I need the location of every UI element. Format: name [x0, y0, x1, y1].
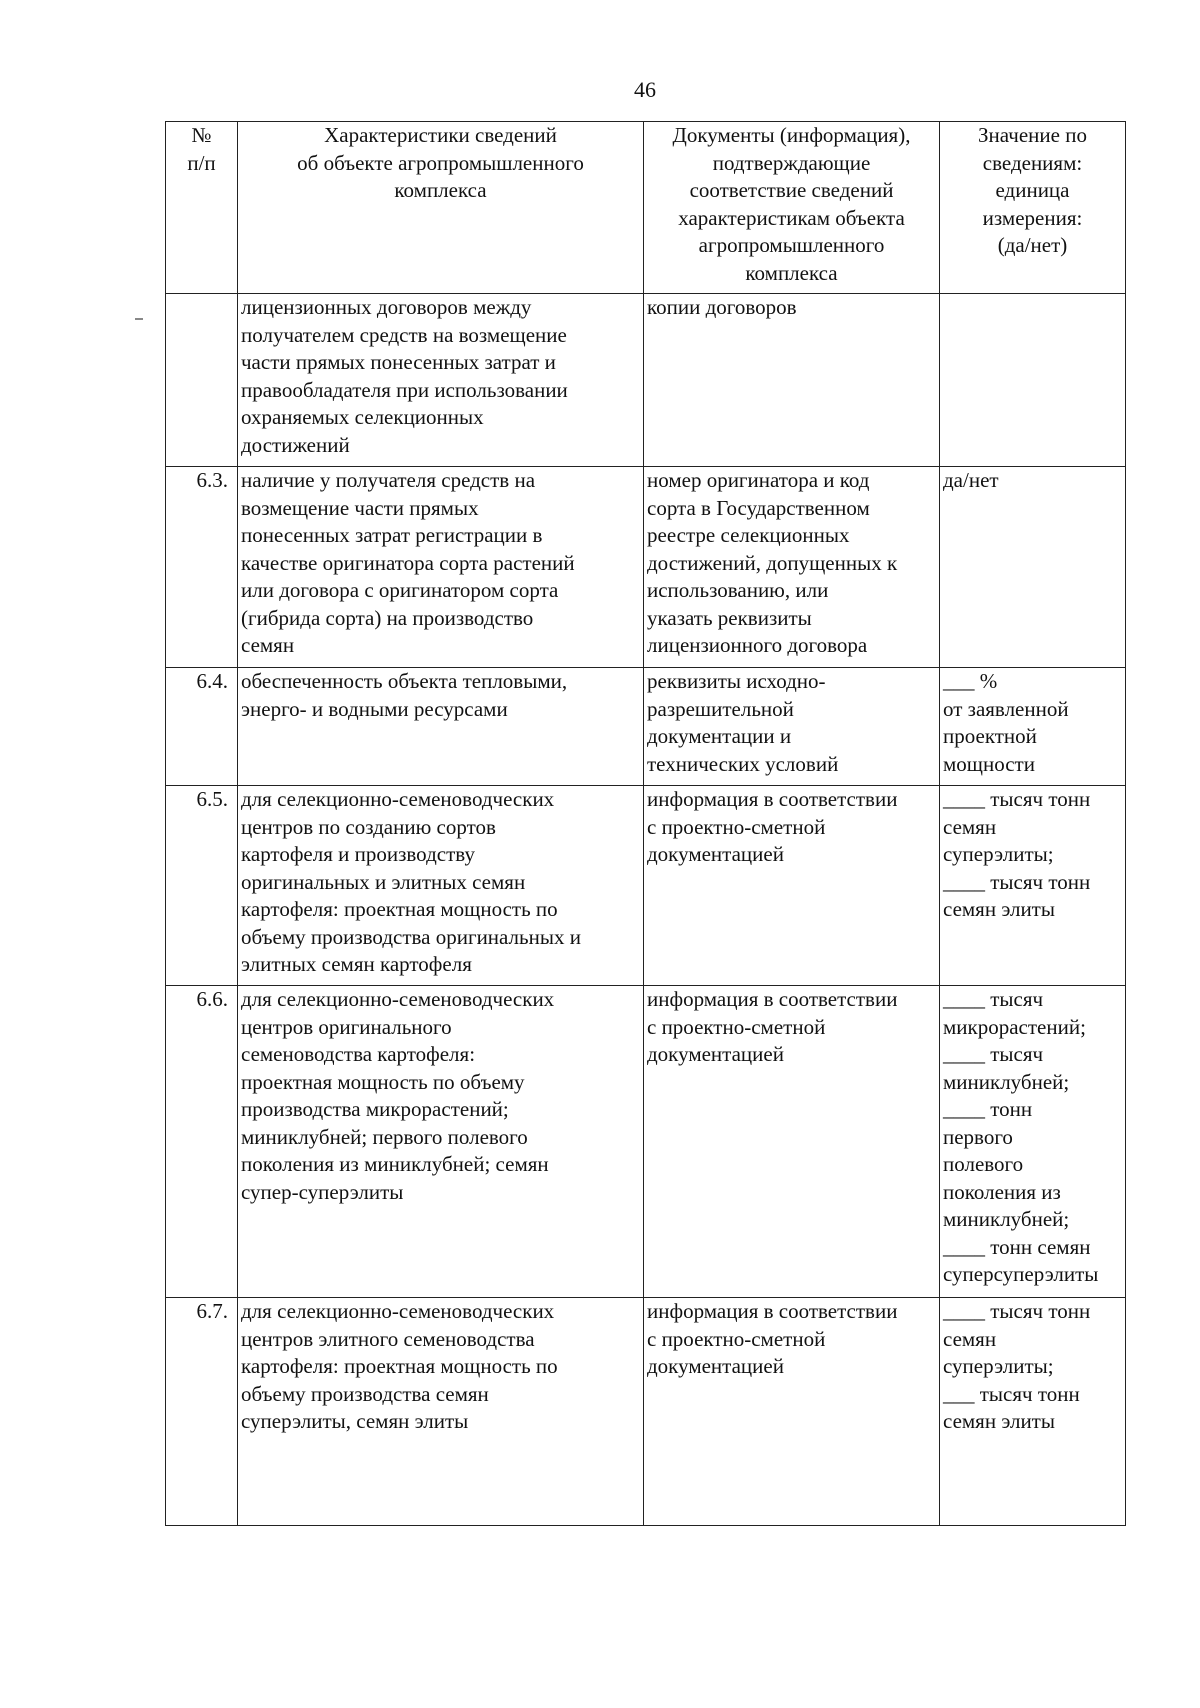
row-value [940, 294, 1126, 467]
page-number: 46 [634, 77, 656, 102]
row-number: 6.7. [166, 1298, 238, 1526]
table-row [166, 294, 1126, 467]
row-value: ___ % от заявленной проектной мощности [940, 668, 1126, 786]
requirements-table [165, 121, 1126, 1526]
row-number [166, 294, 238, 467]
row-documents: информация в соответствии с проектно-сметной документацией [644, 986, 940, 1298]
row-documents: информация в соответствии с проектно-сметной документацией [644, 1298, 940, 1526]
row-characteristic: обеспеченность объекта тепловыми, энерго- и водными ресурсами [238, 668, 644, 786]
row-value: ____ тысяч тонн семян суперэлиты; ___ тысяч тонн семян элиты [940, 1298, 1126, 1526]
row-number: 6.3. [166, 467, 238, 668]
row-documents: реквизиты исходно- разрешительной документации и технических условий [644, 668, 940, 786]
row-number: 6.6. [166, 986, 238, 1298]
table-row [166, 786, 1126, 986]
row-characteristic: для селекционно-семеноводческих центров элитного семеноводства картофеля: проектная мощность по объему производства семян суперэлиты, семян элиты [238, 1298, 644, 1526]
row-value: да/нет [940, 467, 1126, 668]
table-row [166, 1298, 1126, 1526]
row-characteristic: наличие у получателя средств на возмещение части прямых понесенных затрат регистрации в качестве оригинатора сорта растений или договора с оригинатором сорта (гибрида сорта) на производство семян [238, 467, 644, 668]
table-header-row [166, 122, 1126, 294]
row-characteristic: лицензионных договоров между получателем средств на возмещение части прямых понесенных затрат и правообладателя при использовании охраняемых селекционных достижений [238, 294, 644, 467]
header-documents: Документы (информация), подтверждающие соответствие сведений характеристикам объекта агропромышленного комплекса [644, 122, 940, 294]
row-number: 6.5. [166, 786, 238, 986]
header-number: № п/п [166, 122, 238, 294]
row-value: ____ тысяч микрорастений; ____ тысяч миниклубней; ____ тонн первого полевого поколения из миниклубней; ____ тонн семян суперсуперэлиты [940, 986, 1126, 1298]
row-value: ____ тысяч тонн семян суперэлиты; ____ тысяч тонн семян элиты [940, 786, 1126, 986]
row-characteristic: для селекционно-семеноводческих центров по созданию сортов картофеля и производству оригинальных и элитных семян картофеля: проектная мощность по объему производства оригинальных и элитных семян картофеля [238, 786, 644, 986]
row-characteristic: для селекционно-семеноводческих центров оригинального семеноводства картофеля: проектная мощность по объему производства микрорастений; миниклубней; первого полевого поколения из миниклубней; семян супер-суперэлиты [238, 986, 644, 1298]
header-characteristics: Характеристики сведений об объекте агропромышленного комплекса [238, 122, 644, 294]
header-value: Значение по сведениям: единица измерения: (да/нет) [940, 122, 1126, 294]
table-row [166, 467, 1126, 668]
scan-artifact-mark [135, 318, 143, 320]
row-documents: номер оригинатора и код сорта в Государственном реестре селекционных достижений, допущенных к использованию, или указать реквизиты лицензионного договора [644, 467, 940, 668]
row-number: 6.4. [166, 668, 238, 786]
table-row [166, 986, 1126, 1298]
row-documents: информация в соответствии с проектно-сметной документацией [644, 786, 940, 986]
table-row [166, 668, 1126, 786]
row-documents: копии договоров [644, 294, 940, 467]
